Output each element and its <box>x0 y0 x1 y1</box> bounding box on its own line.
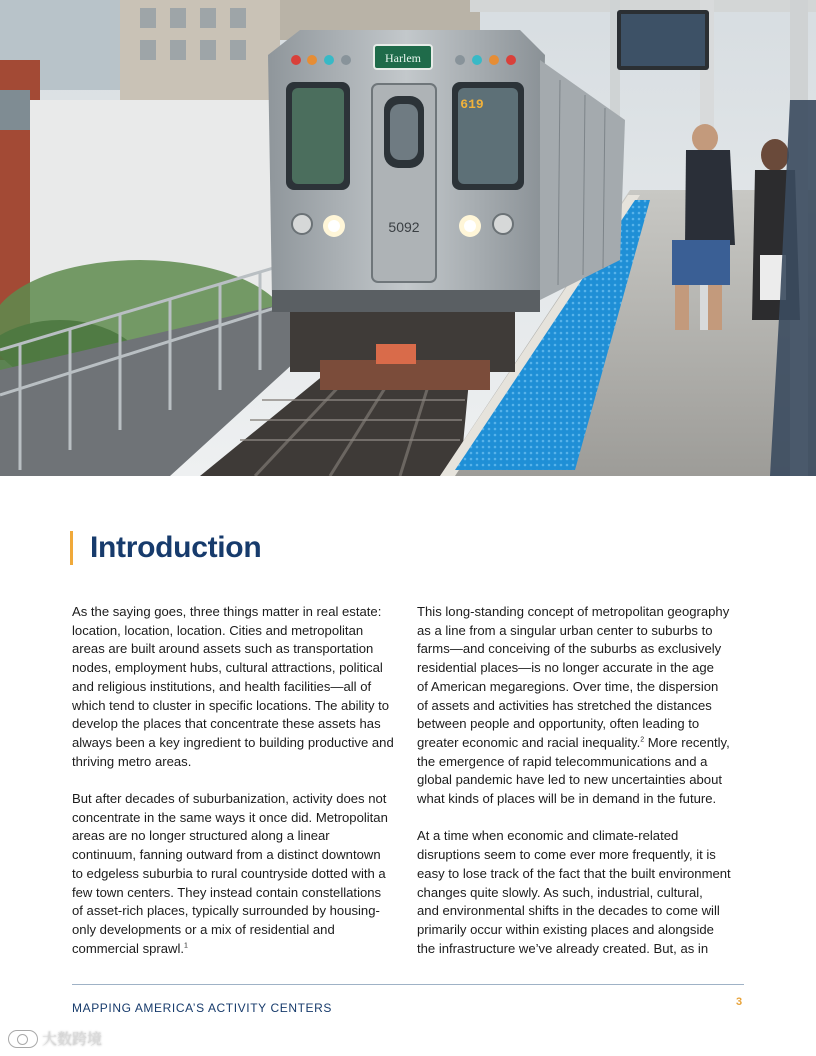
heading-accent-bar <box>70 531 73 565</box>
watermark-logo-icon <box>8 1030 38 1048</box>
paragraph-text: This long-standing concept of metropolitan geography as a line from a singular urban center to suburbs to farms—and conceiving of the suburbs as exclusively residential places—is no longer accurate in the age of American megaregions. Over time, the dispersion of assets and activities has stretched the distances between people and opportunity, often leading to greater economic and racial inequality. <box>417 604 730 750</box>
footnote-marker[interactable]: 2 <box>640 736 645 744</box>
paragraph: At a time when economic and climate-related disruptions seem to come ever more frequently, it is easy to lose track of the fact that the built environment changes quite slowly. As such, industrial, cultural, and environmental shifts in the decades to come will primarily occur within existing places and alongside the infrastructure we’ve already created. But, as in <box>417 828 731 956</box>
body-column-left <box>72 603 404 977</box>
paragraph-text: But after decades of suburbanization, activity does not concentrate in the same ways it once did. Metropolitan areas are no longer structured along a linear continuum, fanning outward from a distinct downtown to edgeless suburbia to rural countryside dotted with a few town centers. They instead contain constellations of asset-rich places, typically surrounded by housing- only developments or a mix of residential and commercial sprawl. <box>72 791 388 956</box>
hero-photo <box>0 0 816 476</box>
footnote-marker[interactable]: 1 <box>184 942 188 950</box>
watermark <box>8 1028 102 1049</box>
watermark-text: 大数跨境 <box>42 1031 103 1048</box>
train-platform-illustration <box>0 0 816 476</box>
paragraph <box>72 790 404 958</box>
train-car-number: 5092 <box>388 219 420 235</box>
page-title: Introduction <box>90 531 262 564</box>
train-destination-sign: Harlem <box>385 51 421 65</box>
page-number: 3 <box>736 996 743 1008</box>
body-column-right <box>417 603 747 977</box>
running-footer-title: MAPPING AMERICA’S ACTIVITY CENTERS <box>72 1001 333 1015</box>
footer-divider <box>72 984 744 985</box>
paragraph: As the saying goes, three things matter in real estate: location, location, location. Cities and metropolitan areas are built around assets such as transportation nodes, employment hubs, cultural attractions, political and religious institutions, and health facilities—all of which tend to cluster in specific locations. The ability to develop the places that concentrate these assets has always been a key ingredient to building productive and thriving metro areas. <box>72 604 394 769</box>
train-run-number: 619 <box>460 97 484 112</box>
section-heading-block <box>70 530 261 566</box>
paragraph <box>417 603 747 809</box>
paragraph-text: More recently, the emergence of rapid telecommunications and a global pandemic have led to new uncertainties about what kinds of places will be in demand in the future. <box>417 734 730 807</box>
